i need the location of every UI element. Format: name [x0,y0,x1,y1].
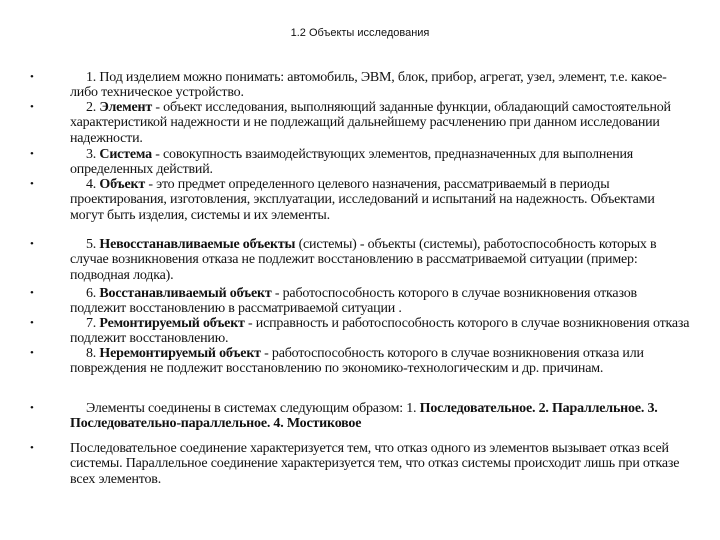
bullet-icon: • [30,442,34,454]
item-text [70,346,690,377]
text-segment: 1. Под изделием можно понимать: автомобиль, ЭВМ, блок, прибор, агрегат, узел, элемент, т.е. какое-либо техническое устройство. [70,70,667,101]
text-segment: 3. [86,147,100,162]
term-bold: Система [99,147,152,162]
item-text [70,401,690,432]
text-segment: 2. [86,100,100,115]
text-segment: (системы) - объекты (системы), работоспособность которых в случае возникновения отказа не подлежит восстановлению в рассматриваемой ситуации (пример: подводная лодка). [70,237,657,283]
item-text [70,237,690,283]
text-segment: 7. [86,316,100,331]
bullet-icon: • [30,402,34,414]
bullet-icon: • [30,347,34,359]
text-segment: 8. [86,346,100,361]
bullet-icon: • [30,238,34,250]
text-segment: Элементы соединены в системах следующим образом: 1. [86,401,420,416]
text-segment: 6. [86,286,100,301]
item-text [70,100,690,146]
item-text [70,316,690,347]
bullet-icon: • [30,71,34,83]
bullet-icon: • [30,287,34,299]
list-item [30,346,690,377]
bullet-icon: • [30,317,34,329]
text-segment: - это предмет определенного целевого назначения, рассматриваемый в периоды проектирования, изготовления, эксплуатации, исследований и испытаний на надежность. Объектами могут быть изделия, системы и их элементы. [70,177,655,223]
item-text [70,147,690,178]
list-item [30,237,690,283]
text-segment: - работоспособность которого в случае возникновения отказов подлежит восстановлению в рассматриваемой ситуации . [70,286,637,317]
term-bold: Неремонтируемый объект [99,346,261,361]
bullet-icon: • [30,101,34,113]
text-segment: - объект исследования, выполняющий заданные функции, обладающий самостоятельной характеристикой надежности и не подлежащий дальнейшему расчленению при данном исследовании надежности. [70,100,671,146]
term-bold: Объект [99,177,146,192]
list-item [30,177,690,223]
list-item [30,147,690,178]
term-bold: Невосстанавливаемые объекты [99,237,296,252]
list-item [30,401,690,432]
list-item [30,316,690,347]
term-bold: Последовательное. 2. Параллельное. 3. Последовательно-параллельное. 4. Мостиковое [70,401,658,432]
text-segment: 4. [86,177,100,192]
list-item [30,286,690,317]
bullet-icon: • [30,148,34,160]
item-text [70,286,690,317]
item-text [70,177,690,223]
term-bold: Восстанавливаемый объект [99,286,272,301]
bullet-icon: • [30,178,34,190]
item-text [70,70,690,101]
list-item [30,70,690,101]
text-segment: Последовательное соединение характеризуется тем, что отказ одного из элементов вызывает отказ всей системы. Параллельное соединение характеризуется тем, что отказ системы происходит лишь при отказе всех элементов. [70,441,680,487]
term-bold: Ремонтируемый объект [99,316,245,331]
text-segment: - исправность и работоспособность которого в случае возникновения отказа подлежит восстановлению. [70,316,690,347]
term-bold: Элемент [99,100,153,115]
list-item [30,441,690,487]
item-text [70,441,690,487]
slide-title: 1.2 Объекты исследования [290,27,430,39]
text-segment: - работоспособность которого в случае возникновения отказа или повреждения не подлежит восстановлению по экономико-технологическим и др. причинам. [70,346,644,377]
list-item [30,100,690,146]
text-segment: 5. [86,237,100,252]
text-segment: - совокупность взаимодействующих элементов, предназначенных для выполнения определенных действий. [70,147,634,178]
